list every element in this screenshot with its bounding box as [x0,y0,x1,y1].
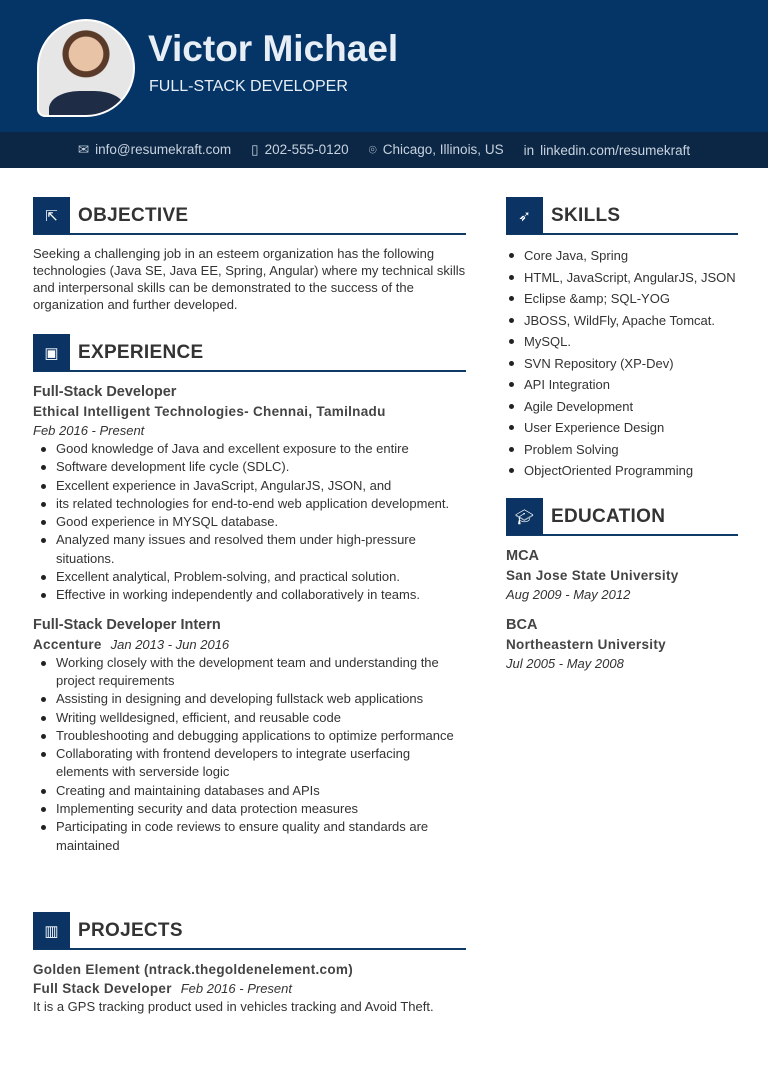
list-item: Effective in working independently and collaboratively in teams. [41,586,466,604]
list-item: Working closely with the development team and understanding the project requirements [41,654,466,691]
objective-section [33,198,466,313]
job-bullets [41,440,466,605]
job-bullets [41,654,466,855]
list-item: HTML, JavaScript, AngularJS, JSON [509,267,738,289]
briefcase-icon: ▣ [33,334,70,371]
profile-photo [37,19,135,117]
job-title: Full-Stack Developer [33,384,177,400]
list-item: Collaborating with frontend developers to integrate userfacing elements with serverside logic [41,745,466,782]
list-item: JBOSS, WildFly, Apache Tomcat. [509,310,738,332]
list-item: Good knowledge of Java and excellent exposure to the entire [41,440,466,458]
job-dates: Jan 2013 - Jun 2016 [110,636,230,652]
list-item: MySQL. [509,331,738,353]
resume-header [0,0,768,132]
contact-bar [0,132,768,168]
list-item: its related technologies for end-to-end web application development. [41,495,466,513]
list-item: Creating and maintaining databases and APIs [41,782,466,800]
list-item: Software development life cycle (SDLC). [41,458,466,476]
list-item: Eclipse &amp; SQL-YOG [509,288,738,310]
rocket-icon: ➶ [506,197,543,234]
phone-icon: ▯ [251,142,259,157]
section-title: PROJECTS [78,919,183,941]
list-item: Agile Development [509,396,738,418]
experience-section [33,335,466,855]
skills-list [509,245,738,482]
list-item: Assisting in designing and developing fullstack web applications [41,690,466,708]
education-section [506,499,738,673]
cursor-icon: ⇱ [33,197,70,234]
contact-phone[interactable]: ▯ 202-555-0120 [251,142,349,157]
linkedin-icon: in [523,142,535,158]
list-item: Implementing security and data protection measures [41,800,466,818]
list-item: API Integration [509,374,738,396]
section-title: SKILLS [551,204,621,226]
location-pin-icon: ⌾ [368,142,377,157]
job-company: Ethical Intelligent Technologies- Chennai, Tamilnadu [33,404,386,419]
list-item: Analyzed many issues and resolved them under high-pressure situations. [41,531,466,568]
projects-section [33,913,466,1015]
contact-email[interactable]: ✉ info@resumekraft.com [77,142,232,157]
job-title: Full-Stack Developer Intern [33,616,221,633]
section-title: EXPERIENCE [78,341,204,363]
list-item: SVN Repository (XP-Dev) [509,353,738,375]
job-company: Accenture [33,636,102,652]
project-role: Full Stack Developer [33,981,172,996]
chart-icon: ▥ [33,912,70,949]
project-description: It is a GPS tracking product used in vehicles tracking and Avoid Theft. [33,999,434,1014]
section-title: OBJECTIVE [78,204,189,226]
contact-location: ⌾ Chicago, Illinois, US [368,142,504,157]
school: San Jose State University [506,568,679,583]
list-item: Participating in code reviews to ensure quality and standards are maintained [41,818,466,855]
degree: BCA [506,617,538,633]
list-item: ObjectOriented Programming [509,460,738,482]
job-dates: Feb 2016 - Present [33,423,145,438]
list-item: Core Java, Spring [509,245,738,267]
section-title: EDUCATION [551,505,666,527]
list-item: Problem Solving [509,439,738,461]
contact-linkedin[interactable]: in linkedin.com/resumekraft [523,142,691,158]
project-dates: Feb 2016 - Present [180,981,292,996]
school: Northeastern University [506,637,666,652]
list-item: Excellent experience in JavaScript, AngularJS, JSON, and [41,477,466,495]
graduation-cap-icon: 🎓︎ [506,498,543,535]
project-name: Golden Element (ntrack.thegoldenelement.com) [33,962,354,977]
education-dates: Jul 2005 - May 2008 [506,656,624,671]
list-item: Writing welldesigned, efficient, and reusable code [41,709,466,727]
degree: MCA [506,548,540,564]
skills-section [506,198,738,482]
list-item: Excellent analytical, Problem-solving, and practical solution. [41,568,466,586]
candidate-title: FULL-STACK DEVELOPER [149,78,348,95]
candidate-name: Victor Michael [148,28,399,69]
list-item: Good experience in MYSQL database. [41,513,466,531]
envelope-icon: ✉ [77,142,90,157]
education-dates: Aug 2009 - May 2012 [506,587,631,602]
objective-text: Seeking a challenging job in an esteem organization has the following technologies (Java SE, Java EE, Spring, Angular) where my technical skills and interpersonal skills can be demonstrated to the success of the organization and further developed. [33,246,466,312]
list-item: User Experience Design [509,417,738,439]
list-item: Troubleshooting and debugging applications to optimize performance [41,727,466,745]
